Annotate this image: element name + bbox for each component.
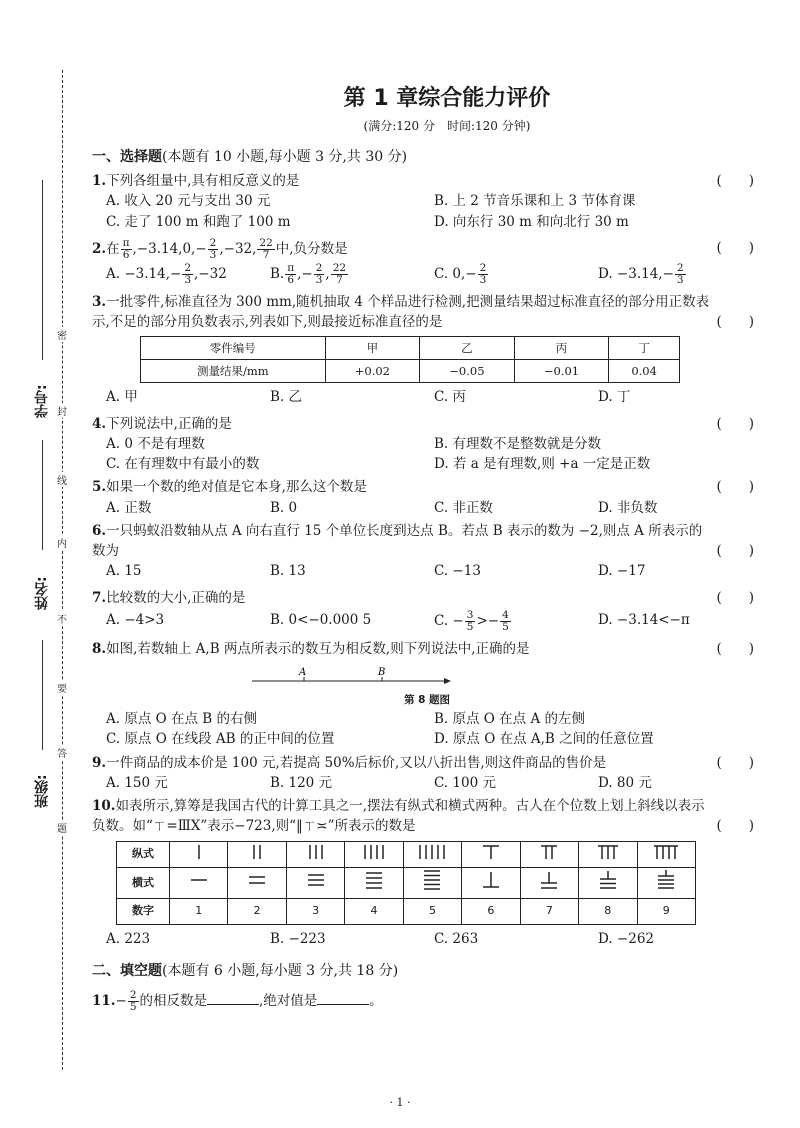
section-note: (本题有 6 小题,每小题 3 分,共 18 分) xyxy=(162,962,399,979)
question-8 xyxy=(92,639,762,659)
figure-caption: 第 8 题图 xyxy=(403,694,451,707)
option-c[interactable]: C. 非正数 xyxy=(434,499,493,516)
question-text: 下列说法中,正确的是 xyxy=(106,415,232,432)
option-d[interactable]: D. −17 xyxy=(598,563,646,580)
seal-char: 内 xyxy=(55,535,69,550)
rod-horizontal-7 xyxy=(520,868,578,899)
seal-char: 要 xyxy=(55,680,69,695)
rod-vertical-9 xyxy=(637,841,696,868)
question-text: 一件商品的成本价是 100 元,若提高 50%后标价,又以八折出售,则这件商品的售价是 xyxy=(106,754,607,771)
option-b[interactable]: B. 0<−0.000 5 xyxy=(270,611,372,628)
arrow-right-icon xyxy=(444,678,451,684)
question-2 xyxy=(92,238,762,261)
option-a[interactable]: A. 甲 xyxy=(106,389,138,406)
answer-bracket[interactable]: ( ) xyxy=(716,543,754,560)
table-header: 丁 xyxy=(609,337,680,360)
question-number: 6. xyxy=(92,522,107,539)
question-5 xyxy=(92,477,762,497)
question-text: − xyxy=(115,992,127,1009)
fraction: $\frac{2}{5}$ xyxy=(129,988,137,1013)
binding-margin xyxy=(0,0,90,1128)
question-10 xyxy=(92,796,762,837)
answer-bracket[interactable]: ( ) xyxy=(716,640,754,657)
question-3 xyxy=(92,292,762,333)
seal-char: 题 xyxy=(55,820,69,835)
rod-vertical-3 xyxy=(286,841,344,868)
table-header: 丙 xyxy=(514,337,609,360)
page-number: · 1 · xyxy=(389,1096,411,1109)
table-row xyxy=(117,898,696,924)
answer-blank-1[interactable] xyxy=(207,1004,259,1005)
question-text: 。 xyxy=(369,992,383,1009)
question-text: 一批零件,标准直径为 300 mm,随机抽取 4 个样品进行检测,把测量结果超过标准直径的部分用正数表示,不足的部分用负数表示,列表如下,则最接近标准直径的是 xyxy=(92,293,710,331)
question-text: 比较数的大小,正确的是 xyxy=(106,589,246,606)
point-b-label: B xyxy=(378,667,386,679)
question-number: 2. xyxy=(92,240,107,257)
rod-horizontal-2 xyxy=(228,868,286,899)
option-a[interactable]: A. −3.14,− $\frac{2}{3}$ ,−32 xyxy=(106,261,227,286)
option-a[interactable]: A. 收入 20 元与支出 30 元 xyxy=(106,193,271,210)
options xyxy=(92,191,762,232)
rod-vertical-5 xyxy=(403,841,461,868)
student-name-blank[interactable] xyxy=(42,440,43,550)
row-label: 横式 xyxy=(117,868,170,899)
options xyxy=(92,929,762,949)
option-b[interactable]: B. 上 2 节音乐课和上 3 节体育课 xyxy=(434,193,636,210)
question-text: ”所表示的数是 xyxy=(327,818,416,835)
question-9 xyxy=(92,753,762,773)
options xyxy=(92,610,762,633)
table-cell: +0.02 xyxy=(325,360,420,383)
options xyxy=(92,434,762,475)
seal-line xyxy=(62,70,63,1070)
table-cell: −0.05 xyxy=(420,360,515,383)
option-c[interactable]: C. 丙 xyxy=(434,389,466,406)
options xyxy=(92,709,762,750)
option-a[interactable]: A. 正数 xyxy=(106,499,152,516)
table-header: 零件编号 xyxy=(141,337,326,360)
options xyxy=(92,773,762,793)
option-c[interactable]: C. 原点 O 在线段 AB 的正中间的位置 xyxy=(106,731,335,748)
answer-bracket[interactable]: ( ) xyxy=(716,754,754,771)
option-b[interactable]: B. $\frac{\pi}{6}$ ,− $\frac{2}{3}$ , $\frac{22}{7}$ xyxy=(270,261,347,286)
question-text: 如表所示,算筹是我国古代的计算工具之一,摆法有纵式和横式两种。古人在个位数上划上斜线以表示负数。如“ xyxy=(92,798,705,835)
options xyxy=(92,561,762,581)
answer-bracket[interactable]: ( ) xyxy=(716,818,754,835)
option-a[interactable]: A. −4>3 xyxy=(106,611,165,628)
option-c[interactable]: C. 100 元 xyxy=(434,774,496,791)
option-a[interactable]: A. 223 xyxy=(106,930,151,947)
answer-bracket[interactable]: ( ) xyxy=(716,173,754,189)
rod-horizontal-1 xyxy=(170,868,228,899)
question-text: ,绝对值是 xyxy=(259,992,318,1009)
fraction: $\frac{22}{7}$ xyxy=(259,236,273,261)
question-number: 8. xyxy=(92,640,107,657)
table-header: 乙 xyxy=(420,337,515,360)
table-header: 甲 xyxy=(325,337,420,360)
seal-char: 不 xyxy=(55,611,69,626)
table-cell: 9 xyxy=(637,898,696,924)
class-blank[interactable] xyxy=(42,640,43,750)
question-text: 如果一个数的绝对值是它本身,那么这个数是 xyxy=(106,479,367,496)
option-d[interactable]: D. −3.14,− $\frac{2}{3}$ xyxy=(598,261,684,286)
question-1 xyxy=(92,171,762,191)
student-name-label: 姓名: xyxy=(34,576,50,610)
rod-vertical-1 xyxy=(170,841,228,868)
option-b[interactable]: B. 0 xyxy=(270,499,298,516)
rod-horizontal-5 xyxy=(403,868,461,899)
table-cell: 7 xyxy=(520,898,578,924)
question-4 xyxy=(92,414,762,434)
question-text: 下列各组量中,具有相反意义的是 xyxy=(106,173,300,189)
option-b[interactable]: B. 原点 O 在点 A 的左侧 xyxy=(434,711,585,728)
table-cell: 5 xyxy=(403,898,461,924)
section-title: 一、选择题 xyxy=(92,149,162,165)
option-d[interactable]: D. 丁 xyxy=(598,389,631,406)
option-d[interactable]: D. 原点 O 在点 A,B 之间的任意位置 xyxy=(434,731,654,748)
option-a[interactable]: A. 15 xyxy=(106,563,142,580)
rod-vertical-7 xyxy=(520,841,578,868)
student-id-label: 学号: xyxy=(34,384,50,418)
option-d[interactable]: D. 向东行 30 m 和向北行 30 m xyxy=(434,213,629,230)
question-text: 中,负分数是 xyxy=(275,240,348,257)
question-text: ,−32, xyxy=(219,240,257,257)
seal-char: 线 xyxy=(55,472,69,487)
table-cell: 测量结果/mm xyxy=(141,360,326,383)
table-cell: 1 xyxy=(170,898,228,924)
question-7 xyxy=(92,588,762,608)
option-c[interactable]: C. 0,− $\frac{2}{3}$ xyxy=(434,261,487,286)
question-number: 11. xyxy=(92,992,116,1009)
option-d[interactable]: D. 非负数 xyxy=(598,499,658,516)
counting-rod-table xyxy=(116,841,696,925)
rod-vertical-8 xyxy=(579,841,637,868)
option-b[interactable]: B. 乙 xyxy=(270,389,303,406)
question-number: 5. xyxy=(92,479,107,496)
table-row xyxy=(141,337,680,360)
exam-content xyxy=(92,82,762,1013)
section-heading xyxy=(92,147,762,168)
rod-horizontal-9 xyxy=(637,868,696,899)
options xyxy=(92,263,762,286)
page-subtitle: (满分:120 分 时间:120 分钟) xyxy=(363,119,531,133)
seal-char: 封 xyxy=(55,403,69,418)
rod-example: ㄒ=ⅢⅩ xyxy=(152,818,201,835)
row-label: 纵式 xyxy=(117,841,170,868)
section-title: 二、填空题 xyxy=(92,962,162,979)
question-text: ,−3.14,0,− xyxy=(132,240,207,257)
option-b[interactable]: B. 120 元 xyxy=(270,774,333,791)
option-b[interactable]: B. 有理数不是整数就是分数 xyxy=(434,435,602,452)
answer-bracket[interactable]: ( ) xyxy=(716,415,754,432)
option-c[interactable]: C. −13 xyxy=(434,563,481,580)
answer-blank-2[interactable] xyxy=(317,1004,369,1005)
question-text: ”表示−723,则“ xyxy=(200,818,297,835)
point-a-label: A xyxy=(299,667,307,679)
answer-bracket[interactable]: ( ) xyxy=(716,589,754,606)
seal-char: 答 xyxy=(55,745,69,760)
table-cell: 0.04 xyxy=(609,360,680,383)
rod-vertical-4 xyxy=(345,841,403,868)
section-heading xyxy=(92,961,762,982)
question-number: 4. xyxy=(92,415,107,432)
question-11 xyxy=(92,990,762,1013)
table-cell: −0.01 xyxy=(514,360,609,383)
rod-vertical-2 xyxy=(228,841,286,868)
seal-char: 密 xyxy=(55,327,69,342)
fraction: $\frac{\pi}{6}$ xyxy=(122,236,130,261)
rod-example: ‖ㄒ≍ xyxy=(296,818,328,835)
measurement-table xyxy=(140,336,680,383)
option-c[interactable]: C. 在有理数中有最小的数 xyxy=(106,456,260,473)
option-d[interactable]: D. −262 xyxy=(598,930,655,947)
fraction: $\frac{2}{3}$ xyxy=(209,236,217,261)
question-number: 3. xyxy=(92,293,107,310)
question-text: 的相反数是 xyxy=(139,992,207,1009)
table-cell: 3 xyxy=(286,898,344,924)
option-b[interactable]: B. 13 xyxy=(270,563,306,580)
question-text: 一只蚂蚁沿数轴从点 A 向右直行 15 个单位长度到达点 B。若点 B 表示的数为 −2,则点 A 所表示的数为 xyxy=(92,522,703,560)
option-c[interactable]: C. − $\frac{3}{5}$ >− $\frac{4}{5}$ xyxy=(434,608,509,633)
question-number: 1. xyxy=(92,173,107,189)
table-cell: 6 xyxy=(462,898,520,924)
number-line-figure xyxy=(252,665,452,689)
option-a[interactable]: A. 原点 O 在点 B 的右侧 xyxy=(106,711,257,728)
table-cell: 2 xyxy=(228,898,286,924)
option-d[interactable]: D. 80 元 xyxy=(598,774,652,791)
question-text: 如图,若数轴上 A,B 两点所表示的数互为相反数,则下列说法中,正确的是 xyxy=(106,640,530,657)
student-id-blank[interactable] xyxy=(42,180,43,360)
rod-horizontal-3 xyxy=(286,868,344,899)
rod-horizontal-4 xyxy=(345,868,403,899)
question-number: 7. xyxy=(92,589,107,606)
table-row xyxy=(117,868,696,899)
table-row xyxy=(141,360,680,383)
rod-horizontal-8 xyxy=(579,868,637,899)
options xyxy=(92,387,762,407)
table-cell: 8 xyxy=(579,898,637,924)
option-c[interactable]: C. 走了 100 m 和跑了 100 m xyxy=(106,213,291,230)
table-cell: 4 xyxy=(345,898,403,924)
class-label: 班级: xyxy=(34,774,50,808)
section-note: (本题有 10 小题,每小题 3 分,共 30 分) xyxy=(162,149,408,165)
option-c[interactable]: C. 263 xyxy=(434,930,479,947)
question-text: 在 xyxy=(106,240,120,257)
question-number: 10. xyxy=(92,798,116,815)
rod-horizontal-6 xyxy=(462,868,520,899)
rod-vertical-6 xyxy=(462,841,520,868)
page-title: 第 1 章综合能力评价 xyxy=(343,86,551,111)
answer-bracket[interactable]: ( ) xyxy=(716,314,754,331)
option-d[interactable]: D. −3.14<−π xyxy=(598,611,690,628)
option-a[interactable]: A. 0 不是有理数 xyxy=(106,435,205,452)
table-row xyxy=(117,841,696,868)
option-a[interactable]: A. 150 元 xyxy=(106,774,168,791)
question-number: 9. xyxy=(92,754,107,771)
row-label: 数字 xyxy=(117,898,170,924)
options xyxy=(92,498,762,518)
option-d[interactable]: D. 若 a 是有理数,则 +a 一定是正数 xyxy=(434,456,651,473)
option-b[interactable]: B. −223 xyxy=(270,930,326,947)
question-6 xyxy=(92,521,762,562)
answer-bracket[interactable]: ( ) xyxy=(716,239,754,256)
answer-bracket[interactable]: ( ) xyxy=(716,479,754,496)
